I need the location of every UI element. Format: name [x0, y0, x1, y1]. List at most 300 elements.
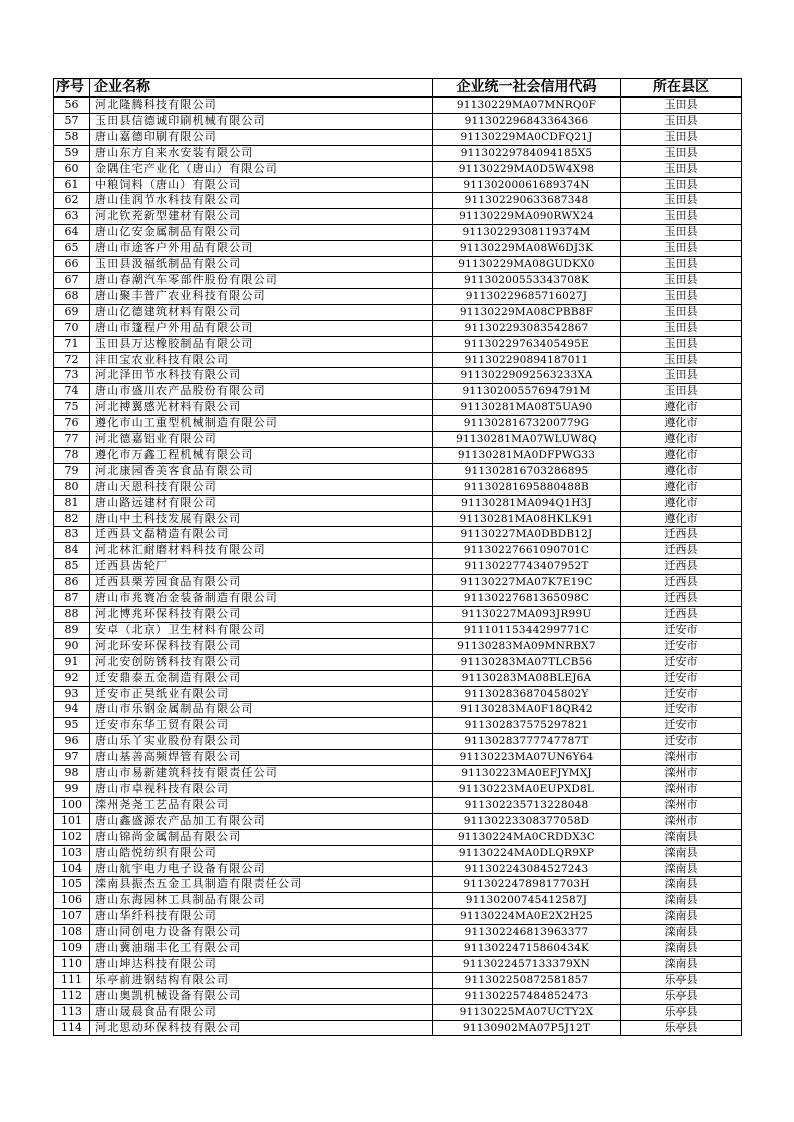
cell-serial-number: 94: [54, 702, 90, 718]
cell-district: 滦南县: [621, 845, 742, 861]
cell-serial-number: 88: [54, 607, 90, 623]
cell-district: 遵化市: [621, 463, 742, 479]
table-row: [54, 861, 742, 877]
cell-district: 乐亭县: [621, 988, 742, 1004]
cell-district: 迁安市: [621, 654, 742, 670]
cell-enterprise-name: 唐山鑫盛源农产品加工有限公司: [90, 813, 433, 829]
cell-enterprise-name: 唐山佳润节水科技有限公司: [90, 193, 433, 209]
cell-district: 乐亭县: [621, 972, 742, 988]
table-row: [54, 750, 742, 766]
cell-enterprise-name: 乐亭前进钢结构有限公司: [90, 972, 433, 988]
cell-district: 玉田县: [621, 288, 742, 304]
cell-district: 遵化市: [621, 495, 742, 511]
cell-enterprise-name: 迁安鼎泰五金制造有限公司: [90, 670, 433, 686]
cell-district: 迁西县: [621, 543, 742, 559]
cell-credit-code: 91130229763405495E: [433, 336, 621, 352]
cell-credit-code: 91130229MA0CDFQ21J: [433, 129, 621, 145]
cell-serial-number: 95: [54, 718, 90, 734]
cell-credit-code: 91130229092563233XA: [433, 368, 621, 384]
table-row: [54, 209, 742, 225]
cell-serial-number: 114: [54, 1020, 90, 1036]
cell-enterprise-name: 唐山坤达科技有限公司: [90, 956, 433, 972]
cell-district: 遵化市: [621, 400, 742, 416]
table-body: [54, 97, 742, 1036]
cell-credit-code: 91130224MA0CRDDX3C: [433, 829, 621, 845]
cell-enterprise-name: 唐山市兆寰冶金装备制造有限公司: [90, 591, 433, 607]
cell-enterprise-name: 遵化市山工重型机械制造有限公司: [90, 416, 433, 432]
cell-enterprise-name: 唐山聚丰普广农业科技有限公司: [90, 288, 433, 304]
cell-credit-code: 911302246813963377: [433, 925, 621, 941]
cell-district: 迁安市: [621, 638, 742, 654]
cell-district: 滦南县: [621, 861, 742, 877]
table-row: [54, 336, 742, 352]
table-row: [54, 193, 742, 209]
cell-credit-code: 911302250872581857: [433, 972, 621, 988]
cell-district: 迁西县: [621, 559, 742, 575]
table-row: [54, 384, 742, 400]
cell-credit-code: 91130283687045802Y: [433, 686, 621, 702]
cell-district: 遵化市: [621, 479, 742, 495]
cell-serial-number: 98: [54, 766, 90, 782]
cell-district: 玉田县: [621, 113, 742, 129]
cell-credit-code: 91130224789817703H: [433, 877, 621, 893]
cell-credit-code: 91130229MA090RWX24: [433, 209, 621, 225]
cell-enterprise-name: 唐山市易新建筑科技有限责任公司: [90, 766, 433, 782]
cell-credit-code: 91130281695880488B: [433, 479, 621, 495]
cell-enterprise-name: 河北泽田节水科技有限公司: [90, 368, 433, 384]
cell-credit-code: 91130281MA07WLUW8Q: [433, 432, 621, 448]
cell-serial-number: 86: [54, 575, 90, 591]
cell-serial-number: 74: [54, 384, 90, 400]
cell-credit-code: 91130283MA09MNRBX7: [433, 638, 621, 654]
cell-serial-number: 64: [54, 225, 90, 241]
table-row: [54, 766, 742, 782]
table-header: [54, 79, 742, 98]
cell-enterprise-name: 河北钦茺新型建材有限公司: [90, 209, 433, 225]
cell-credit-code: 911302257484852473: [433, 988, 621, 1004]
cell-serial-number: 63: [54, 209, 90, 225]
header-district: 所在县区: [621, 79, 742, 98]
cell-serial-number: 65: [54, 241, 90, 257]
cell-serial-number: 106: [54, 893, 90, 909]
table-row: [54, 177, 742, 193]
cell-serial-number: 59: [54, 145, 90, 161]
cell-enterprise-name: 河北思动环保科技有限公司: [90, 1020, 433, 1036]
cell-serial-number: 60: [54, 161, 90, 177]
table-row: [54, 591, 742, 607]
cell-district: 滦州市: [621, 750, 742, 766]
table-row: [54, 718, 742, 734]
cell-district: 迁西县: [621, 527, 742, 543]
cell-district: 滦州市: [621, 797, 742, 813]
cell-credit-code: 91130281MA0DFPWG33: [433, 447, 621, 463]
cell-district: 玉田县: [621, 368, 742, 384]
cell-serial-number: 81: [54, 495, 90, 511]
cell-district: 玉田县: [621, 257, 742, 273]
table-row: [54, 638, 742, 654]
cell-district: 乐亭县: [621, 1004, 742, 1020]
cell-credit-code: 91130229308119374M: [433, 225, 621, 241]
cell-district: 遵化市: [621, 447, 742, 463]
cell-enterprise-name: 沣田宝农业科技有限公司: [90, 352, 433, 368]
cell-enterprise-name: 唐山市卓视科技有限公司: [90, 781, 433, 797]
cell-serial-number: 89: [54, 622, 90, 638]
cell-credit-code: 91130281MA08T5UA90: [433, 400, 621, 416]
cell-enterprise-name: 河北隆腾科技有限公司: [90, 97, 433, 113]
table-row: [54, 972, 742, 988]
cell-district: 玉田县: [621, 161, 742, 177]
table-row: [54, 734, 742, 750]
cell-district: 滦南县: [621, 941, 742, 957]
cell-enterprise-name: 迁安市东华工贸有限公司: [90, 718, 433, 734]
cell-credit-code: 91130200557694791M: [433, 384, 621, 400]
cell-serial-number: 96: [54, 734, 90, 750]
table-row: [54, 479, 742, 495]
cell-district: 玉田县: [621, 304, 742, 320]
cell-credit-code: 91130227661090701C: [433, 543, 621, 559]
table-row: [54, 304, 742, 320]
cell-enterprise-name: 唐山亿安金属制品有限公司: [90, 225, 433, 241]
cell-enterprise-name: 迁西县栗芳园食品有限公司: [90, 575, 433, 591]
cell-serial-number: 80: [54, 479, 90, 495]
table-row: [54, 97, 742, 113]
cell-district: 滦南县: [621, 925, 742, 941]
cell-enterprise-name: 唐山冀油瑞丰化工有限公司: [90, 941, 433, 957]
cell-credit-code: 911302235713228048: [433, 797, 621, 813]
table-row: [54, 543, 742, 559]
cell-district: 迁安市: [621, 718, 742, 734]
table-row: [54, 686, 742, 702]
cell-district: 滦南县: [621, 893, 742, 909]
cell-credit-code: 91130223MA0EFJYMXJ: [433, 766, 621, 782]
cell-district: 迁安市: [621, 702, 742, 718]
table-row: [54, 511, 742, 527]
cell-serial-number: 102: [54, 829, 90, 845]
cell-credit-code: 91130224715860434K: [433, 941, 621, 957]
cell-serial-number: 107: [54, 909, 90, 925]
cell-serial-number: 69: [54, 304, 90, 320]
cell-credit-code: 91130229784094185X5: [433, 145, 621, 161]
cell-serial-number: 108: [54, 925, 90, 941]
table-row: [54, 877, 742, 893]
cell-credit-code: 91130229MA0D5W4X98: [433, 161, 621, 177]
cell-serial-number: 92: [54, 670, 90, 686]
cell-district: 玉田县: [621, 193, 742, 209]
cell-credit-code: 91110115344299771C: [433, 622, 621, 638]
cell-enterprise-name: 唐山东方自来水安装有限公司: [90, 145, 433, 161]
cell-enterprise-name: 唐山基善高频焊管有限公司: [90, 750, 433, 766]
cell-enterprise-name: 唐山皓悦纺织有限公司: [90, 845, 433, 861]
cell-district: 玉田县: [621, 384, 742, 400]
cell-credit-code: 91130200745412587J: [433, 893, 621, 909]
cell-enterprise-name: 唐山嘉德印刷有限公司: [90, 129, 433, 145]
cell-enterprise-name: 唐山奥凯机械设备有限公司: [90, 988, 433, 1004]
cell-district: 迁西县: [621, 575, 742, 591]
cell-credit-code: 91130283MA07TLCB56: [433, 654, 621, 670]
header-credit-code: 企业统一社会信用代码: [433, 79, 621, 98]
table-row: [54, 352, 742, 368]
table-row: [54, 781, 742, 797]
cell-credit-code: 91130281MA094Q1H3J: [433, 495, 621, 511]
table-row: [54, 416, 742, 432]
table-row: [54, 257, 742, 273]
cell-district: 滦南县: [621, 829, 742, 845]
cell-credit-code: 91130200061689374N: [433, 177, 621, 193]
cell-credit-code: 91130229MA08CPBB8F: [433, 304, 621, 320]
table-row: [54, 241, 742, 257]
table-row: [54, 463, 742, 479]
cell-district: 玉田县: [621, 272, 742, 288]
cell-credit-code: 91130283MA08BLEJ6A: [433, 670, 621, 686]
cell-credit-code: 91130229MA07MNRQ0F: [433, 97, 621, 113]
cell-district: 迁安市: [621, 686, 742, 702]
cell-serial-number: 103: [54, 845, 90, 861]
cell-serial-number: 90: [54, 638, 90, 654]
table-row: [54, 129, 742, 145]
table-row: [54, 320, 742, 336]
cell-credit-code: 91130281673200779G: [433, 416, 621, 432]
header-row: [54, 79, 742, 98]
cell-serial-number: 83: [54, 527, 90, 543]
cell-serial-number: 56: [54, 97, 90, 113]
cell-enterprise-name: 唐山春潮汽车零部件股份有限公司: [90, 272, 433, 288]
cell-enterprise-name: 唐山市篷程户外用品有限公司: [90, 320, 433, 336]
cell-serial-number: 91: [54, 654, 90, 670]
cell-serial-number: 77: [54, 432, 90, 448]
cell-district: 玉田县: [621, 336, 742, 352]
cell-serial-number: 85: [54, 559, 90, 575]
cell-enterprise-name: 唐山锦尚金属制品有限公司: [90, 829, 433, 845]
cell-credit-code: 911302293083542867: [433, 320, 621, 336]
table-row: [54, 225, 742, 241]
cell-enterprise-name: 唐山市盛川农产品股份有限公司: [90, 384, 433, 400]
cell-district: 玉田县: [621, 225, 742, 241]
cell-serial-number: 113: [54, 1004, 90, 1020]
cell-enterprise-name: 河北环安环保科技有限公司: [90, 638, 433, 654]
cell-credit-code: 911302837575297821: [433, 718, 621, 734]
cell-serial-number: 82: [54, 511, 90, 527]
cell-district: 玉田县: [621, 209, 742, 225]
cell-serial-number: 76: [54, 416, 90, 432]
cell-serial-number: 70: [54, 320, 90, 336]
cell-credit-code: 91130223308377058D: [433, 813, 621, 829]
cell-credit-code: 911302290633687348: [433, 193, 621, 209]
table-row: [54, 654, 742, 670]
cell-district: 遵化市: [621, 416, 742, 432]
cell-district: 迁西县: [621, 607, 742, 623]
cell-district: 滦州市: [621, 766, 742, 782]
cell-credit-code: 91130229MA08W6DJ3K: [433, 241, 621, 257]
cell-serial-number: 110: [54, 956, 90, 972]
table-row: [54, 113, 742, 129]
cell-district: 乐亭县: [621, 1020, 742, 1036]
cell-serial-number: 79: [54, 463, 90, 479]
cell-credit-code: 91130227MA093JR99U: [433, 607, 621, 623]
cell-credit-code: 91130229685716027J: [433, 288, 621, 304]
cell-enterprise-name: 唐山市乐钢金属制品有限公司: [90, 702, 433, 718]
cell-serial-number: 112: [54, 988, 90, 1004]
cell-serial-number: 84: [54, 543, 90, 559]
cell-district: 迁西县: [621, 591, 742, 607]
table-row: [54, 559, 742, 575]
cell-serial-number: 72: [54, 352, 90, 368]
cell-credit-code: 91130227MA0DBDB12J: [433, 527, 621, 543]
table-row: [54, 575, 742, 591]
cell-enterprise-name: 唐山同创电力设备有限公司: [90, 925, 433, 941]
cell-enterprise-name: 遵化市万鑫工程机械有限公司: [90, 447, 433, 463]
cell-enterprise-name: 唐山华纤科技有限公司: [90, 909, 433, 925]
cell-district: 遵化市: [621, 432, 742, 448]
cell-credit-code: 9113022457133379XN: [433, 956, 621, 972]
table-row: [54, 527, 742, 543]
table-row: [54, 400, 742, 416]
cell-credit-code: 91130902MA07P5J12T: [433, 1020, 621, 1036]
cell-enterprise-name: 河北安创防锈科技有限公司: [90, 654, 433, 670]
table-row: [54, 829, 742, 845]
cell-serial-number: 75: [54, 400, 90, 416]
cell-credit-code: 91130283777747787T: [433, 734, 621, 750]
table-row: [54, 1020, 742, 1036]
cell-enterprise-name: 金隅住宅产业化（唐山）有限公司: [90, 161, 433, 177]
table-row: [54, 988, 742, 1004]
cell-district: 玉田县: [621, 320, 742, 336]
cell-district: 滦南县: [621, 956, 742, 972]
table-row: [54, 909, 742, 925]
cell-district: 遵化市: [621, 511, 742, 527]
cell-district: 滦南县: [621, 909, 742, 925]
cell-enterprise-name: 迁西县齿轮厂: [90, 559, 433, 575]
cell-serial-number: 109: [54, 941, 90, 957]
cell-serial-number: 78: [54, 447, 90, 463]
table-row: [54, 622, 742, 638]
cell-credit-code: 911302296843364366: [433, 113, 621, 129]
cell-district: 玉田县: [621, 241, 742, 257]
table-row: [54, 702, 742, 718]
cell-enterprise-name: 滦南县振杰五金工具制造有限责任公司: [90, 877, 433, 893]
cell-district: 玉田县: [621, 97, 742, 113]
cell-credit-code: 91130283MA0F18QR42: [433, 702, 621, 718]
cell-credit-code: 91130227681365098C: [433, 591, 621, 607]
cell-district: 滦南县: [621, 877, 742, 893]
cell-enterprise-name: 河北德嘉铝业有限公司: [90, 432, 433, 448]
cell-credit-code: 91130281MA08HKLK91: [433, 511, 621, 527]
table-row: [54, 941, 742, 957]
table-row: [54, 495, 742, 511]
cell-credit-code: 91130224MA0DLQR9XP: [433, 845, 621, 861]
cell-district: 迁安市: [621, 670, 742, 686]
cell-district: 玉田县: [621, 177, 742, 193]
cell-district: 滦州市: [621, 813, 742, 829]
cell-credit-code: 91130223MA07UN6Y64: [433, 750, 621, 766]
cell-serial-number: 67: [54, 272, 90, 288]
cell-enterprise-name: 玉田县汲福纸制品有限公司: [90, 257, 433, 273]
cell-serial-number: 73: [54, 368, 90, 384]
cell-serial-number: 93: [54, 686, 90, 702]
cell-enterprise-name: 唐山航宇电力电子设备有限公司: [90, 861, 433, 877]
cell-credit-code: 91130227MA07K7E19C: [433, 575, 621, 591]
header-enterprise-name: 企业名称: [90, 79, 433, 98]
table-row: [54, 272, 742, 288]
cell-credit-code: 91130224MA0E2X2H25: [433, 909, 621, 925]
table-row: [54, 845, 742, 861]
table-row: [54, 813, 742, 829]
table-row: [54, 161, 742, 177]
cell-serial-number: 58: [54, 129, 90, 145]
cell-serial-number: 104: [54, 861, 90, 877]
cell-serial-number: 61: [54, 177, 90, 193]
cell-district: 滦州市: [621, 781, 742, 797]
cell-serial-number: 105: [54, 877, 90, 893]
cell-enterprise-name: 迁安市正昊纸业有限公司: [90, 686, 433, 702]
cell-district: 玉田县: [621, 129, 742, 145]
table-row: [54, 670, 742, 686]
cell-enterprise-name: 河北林汇耐磨材料科技有限公司: [90, 543, 433, 559]
cell-enterprise-name: 唐山中土科技发展有限公司: [90, 511, 433, 527]
table-row: [54, 956, 742, 972]
cell-enterprise-name: 唐山亿德建筑材料有限公司: [90, 304, 433, 320]
cell-enterprise-name: 中粮饲料（唐山）有限公司: [90, 177, 433, 193]
cell-enterprise-name: 唐山天恩科技有限公司: [90, 479, 433, 495]
cell-serial-number: 87: [54, 591, 90, 607]
cell-enterprise-name: 唐山乐丫实业股份有限公司: [90, 734, 433, 750]
cell-enterprise-name: 河北康园香美客食品有限公司: [90, 463, 433, 479]
cell-credit-code: 91130229MA08GUDKX0: [433, 257, 621, 273]
table-row: [54, 368, 742, 384]
cell-enterprise-name: 唐山东海园林工具制品有限公司: [90, 893, 433, 909]
cell-enterprise-name: 唐山市途客户外用品有限公司: [90, 241, 433, 257]
cell-serial-number: 62: [54, 193, 90, 209]
table-row: [54, 893, 742, 909]
enterprise-table: [53, 78, 742, 1036]
cell-enterprise-name: 河北搏翼感光材料有限公司: [90, 400, 433, 416]
table-row: [54, 432, 742, 448]
cell-credit-code: 911302243084527243: [433, 861, 621, 877]
cell-enterprise-name: 迁西县文磊精造有限公司: [90, 527, 433, 543]
cell-enterprise-name: 滦州尧尧工艺品有限公司: [90, 797, 433, 813]
table-row: [54, 797, 742, 813]
table-row: [54, 925, 742, 941]
cell-enterprise-name: 唐山路远建材有限公司: [90, 495, 433, 511]
table-row: [54, 447, 742, 463]
cell-district: 迁安市: [621, 734, 742, 750]
cell-serial-number: 99: [54, 781, 90, 797]
cell-credit-code: 911302290894187011: [433, 352, 621, 368]
cell-credit-code: 91130227743407952T: [433, 559, 621, 575]
header-serial-number: 序号: [54, 79, 90, 98]
cell-serial-number: 66: [54, 257, 90, 273]
cell-district: 玉田县: [621, 352, 742, 368]
cell-credit-code: 911302816703286895: [433, 463, 621, 479]
cell-enterprise-name: 河北博兆环保科技有限公司: [90, 607, 433, 623]
cell-serial-number: 97: [54, 750, 90, 766]
cell-enterprise-name: 玉田县万达橡胶制品有限公司: [90, 336, 433, 352]
cell-serial-number: 71: [54, 336, 90, 352]
cell-credit-code: 91130200553343708K: [433, 272, 621, 288]
cell-serial-number: 100: [54, 797, 90, 813]
table-row: [54, 145, 742, 161]
table-row: [54, 288, 742, 304]
cell-serial-number: 57: [54, 113, 90, 129]
cell-credit-code: 91130225MA07UCTY2X: [433, 1004, 621, 1020]
cell-district: 玉田县: [621, 145, 742, 161]
cell-serial-number: 68: [54, 288, 90, 304]
cell-enterprise-name: 玉田县信德诚印刷机械有限公司: [90, 113, 433, 129]
table-row: [54, 1004, 742, 1020]
cell-serial-number: 111: [54, 972, 90, 988]
cell-credit-code: 91130223MA0EUPXD8L: [433, 781, 621, 797]
cell-serial-number: 101: [54, 813, 90, 829]
cell-enterprise-name: 唐山晟晨食品有限公司: [90, 1004, 433, 1020]
